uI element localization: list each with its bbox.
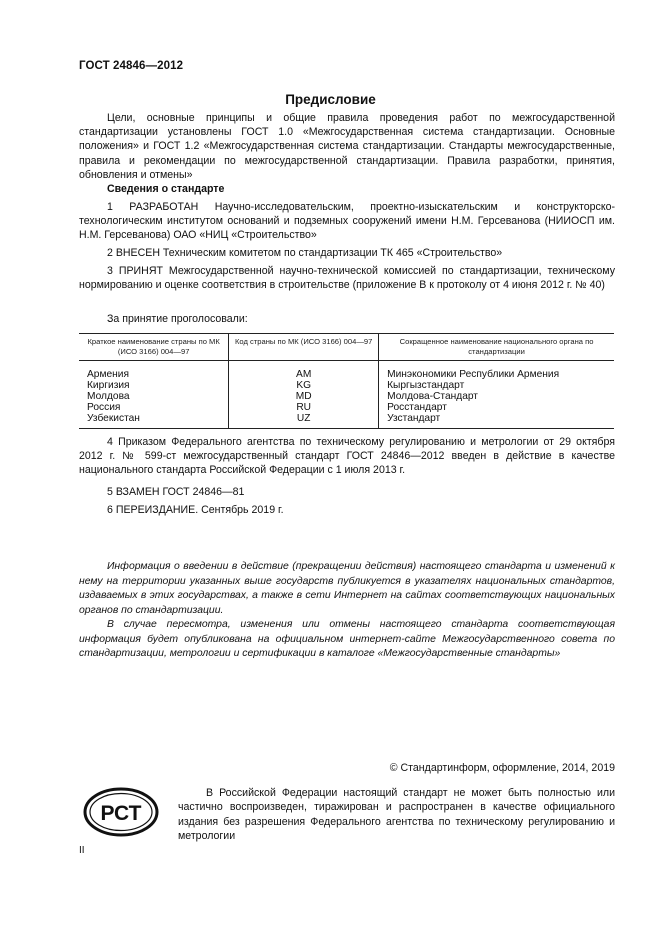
code-cell: RU bbox=[229, 402, 379, 413]
org-cell: Кыргызстандарт bbox=[379, 380, 614, 391]
table-row bbox=[79, 361, 614, 381]
item-order: 4 Приказом Федерального агентства по техническому регулированию и метрологии от 29 октября 2012 г. № 599-ст межгосударственный стандарт ГОСТ 24846—2012 введен в действие в качестве национального стандарта Российской Федерации с 1 июля 2013 г. bbox=[79, 436, 615, 477]
table-row bbox=[79, 402, 614, 413]
voted-label: За принятие проголосовали: bbox=[107, 313, 248, 325]
item-replaces: 5 ВЗАМЕН ГОСТ 24846—81 bbox=[107, 486, 245, 498]
page-number: II bbox=[79, 845, 85, 856]
logo-lettering: РСТ bbox=[100, 802, 142, 825]
intro-paragraph: Цели, основные принципы и общие правила проведения работ по межгосударственной стандартизации установлены ГОСТ 1.0 «Межгосударственная система стандартизации. Основные положения» и ГОСТ 1.2 «Межгосударственная система стандартизации. Стандарты межгосударственные, правила и рекомендации по межгосударственной стандартизации. Правила разработки, принятия, обновления и отмены» bbox=[79, 112, 615, 181]
code-cell: KG bbox=[229, 380, 379, 391]
column-header-org: Сокращенное наименование национального органа по стандартизации bbox=[379, 334, 614, 361]
section-heading: Сведения о стандарте bbox=[107, 183, 225, 195]
info-note-revision: В случае пересмотра, изменения или отмены настоящего стандарта соответствующая информация будет опубликована на официальном интернет-сайте Межгосударственного совета по стандартизации, метрологии и сертификации в каталоге «Межгосударственные стандарты» bbox=[79, 619, 615, 660]
country-cell: Узбекистан bbox=[79, 413, 229, 429]
column-header-country: Краткое наименование страны по МК (ИСО 3166) 004—97 bbox=[79, 334, 229, 361]
org-cell: Росстандарт bbox=[379, 402, 614, 413]
table-header-row bbox=[79, 334, 614, 361]
item-adopted: 3 ПРИНЯТ Межгосударственной научно-технической комиссией по стандартизации, техническому нормированию и оценке соответствия в строительстве (приложение В к протоколу от 4 июня 2012 г. № 40) bbox=[79, 265, 615, 292]
country-cell: Киргизия bbox=[87, 380, 130, 391]
page-title: Предисловие bbox=[285, 92, 376, 107]
rights-notice: В Российской Федерации настоящий стандарт не может быть полностью или частично воспроизведен, тиражирован и распространен в качестве официального издания без разрешения Федерального агентства по техническому регулированию и метрологии bbox=[178, 787, 615, 843]
item-introduced: 2 ВНЕСЕН Техническим комитетом по стандартизации ТК 465 «Строительство» bbox=[107, 247, 503, 259]
column-header-code: Код страны по МК (ИСО 3166) 004—97 bbox=[229, 334, 379, 361]
country-cell: Россия bbox=[87, 402, 121, 413]
country-cell: Армения bbox=[87, 369, 129, 380]
code-cell: AM bbox=[229, 361, 379, 381]
table-row bbox=[79, 380, 614, 391]
table-row bbox=[79, 413, 614, 429]
rst-logo-icon bbox=[82, 786, 160, 838]
country-cell: Молдова bbox=[87, 391, 130, 402]
code-cell: MD bbox=[229, 391, 379, 402]
org-cell: Молдова-Стандарт bbox=[379, 391, 614, 402]
document-id: ГОСТ 24846—2012 bbox=[79, 60, 184, 72]
table-row bbox=[79, 391, 614, 402]
voting-table bbox=[79, 333, 614, 429]
item-reissue: 6 ПЕРЕИЗДАНИЕ. Сентябрь 2019 г. bbox=[107, 504, 284, 516]
copyright-line: © Стандартинформ, оформление, 2014, 2019 bbox=[389, 762, 615, 774]
item-developed: 1 РАЗРАБОТАН Научно-исследовательским, проектно-изыскательским и конструкторско-технологическим институтом оснований и подземных сооружений имени Н.М. Герсеванова (НИИОСП им. Н.М. Герсеванова) ОАО «НИЦ «Строительство» bbox=[79, 201, 615, 242]
org-cell: Минэкономики Республики Армения bbox=[379, 361, 614, 381]
info-note-introduction: Информация о введении в действие (прекращении действия) настоящего стандарта и изменений к нему на территории указанных выше государств публикуется в указателях национальных стандартов, издаваемых в этих государствах, а также в сети Интернет на сайтах соответствующих национальных органов по стандартизации. bbox=[79, 561, 615, 616]
org-cell: Узстандарт bbox=[379, 413, 614, 429]
code-cell: UZ bbox=[229, 413, 379, 429]
